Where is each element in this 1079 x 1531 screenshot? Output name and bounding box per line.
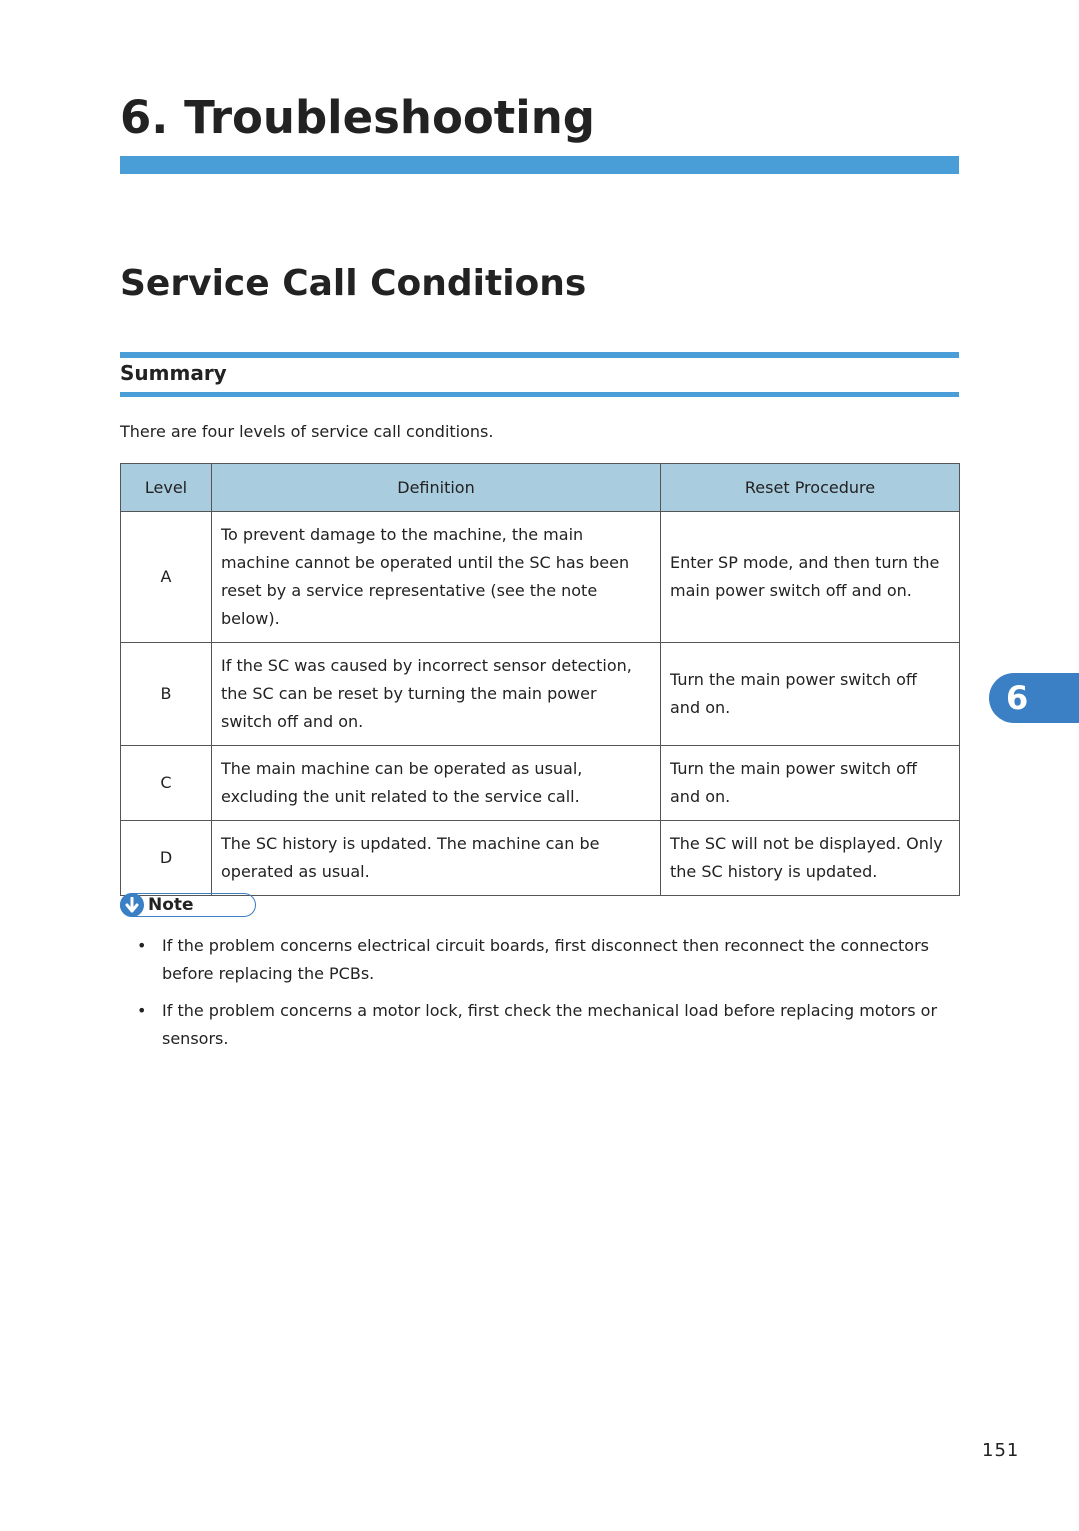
table-row bbox=[121, 821, 960, 896]
list-item bbox=[120, 932, 959, 988]
down-arrow-icon bbox=[120, 893, 144, 917]
chapter-tab bbox=[989, 673, 1079, 723]
table-row bbox=[121, 512, 960, 643]
header-definition: Definition bbox=[212, 464, 661, 512]
reset-procedure-cell: Turn the main power switch off and on. bbox=[661, 643, 960, 746]
note-label: Note bbox=[148, 895, 194, 915]
page-number: 151 bbox=[982, 1440, 1020, 1461]
subsection-title: Summary bbox=[120, 361, 227, 385]
bullet-icon: • bbox=[137, 1001, 147, 1020]
definition-cell: If the SC was caused by incorrect sensor detection, the SC can be reset by turning the main power switch off and on. bbox=[212, 643, 661, 746]
table-row bbox=[121, 643, 960, 746]
note-list bbox=[120, 932, 959, 1062]
subsection-top-rule bbox=[120, 352, 959, 358]
table-header-row bbox=[121, 464, 960, 512]
definition-cell: The main machine can be operated as usual, excluding the unit related to the service call. bbox=[212, 746, 661, 821]
level-cell: A bbox=[121, 512, 212, 643]
level-cell: D bbox=[121, 821, 212, 896]
service-call-table bbox=[120, 463, 960, 896]
note-badge bbox=[120, 893, 256, 917]
level-cell: B bbox=[121, 643, 212, 746]
table-row bbox=[121, 746, 960, 821]
chapter-tab-number: 6 bbox=[1006, 679, 1029, 717]
reset-procedure-cell: Enter SP mode, and then turn the main power switch off and on. bbox=[661, 512, 960, 643]
bullet-icon: • bbox=[137, 936, 147, 955]
level-cell: C bbox=[121, 746, 212, 821]
note-text: If the problem concerns a motor lock, first check the mechanical load before replacing motors or sensors. bbox=[162, 1001, 938, 1048]
definition-cell: To prevent damage to the machine, the main machine cannot be operated until the SC has been reset by a service representative (see the note below). bbox=[212, 512, 661, 643]
reset-procedure-cell: The SC will not be displayed. Only the SC history is updated. bbox=[661, 821, 960, 896]
intro-paragraph: There are four levels of service call conditions. bbox=[120, 422, 494, 441]
list-item bbox=[120, 997, 959, 1053]
chapter-title: 6. Troubleshooting bbox=[120, 91, 595, 144]
note-text: If the problem concerns electrical circuit boards, first disconnect then reconnect the connectors before replacing the PCBs. bbox=[162, 936, 929, 983]
definition-cell: The SC history is updated. The machine can be operated as usual. bbox=[212, 821, 661, 896]
section-title: Service Call Conditions bbox=[120, 263, 587, 304]
header-reset-procedure: Reset Procedure bbox=[661, 464, 960, 512]
reset-procedure-cell: Turn the main power switch off and on. bbox=[661, 746, 960, 821]
header-level: Level bbox=[121, 464, 212, 512]
chapter-title-rule bbox=[120, 156, 959, 174]
subsection-bottom-rule bbox=[120, 392, 959, 397]
